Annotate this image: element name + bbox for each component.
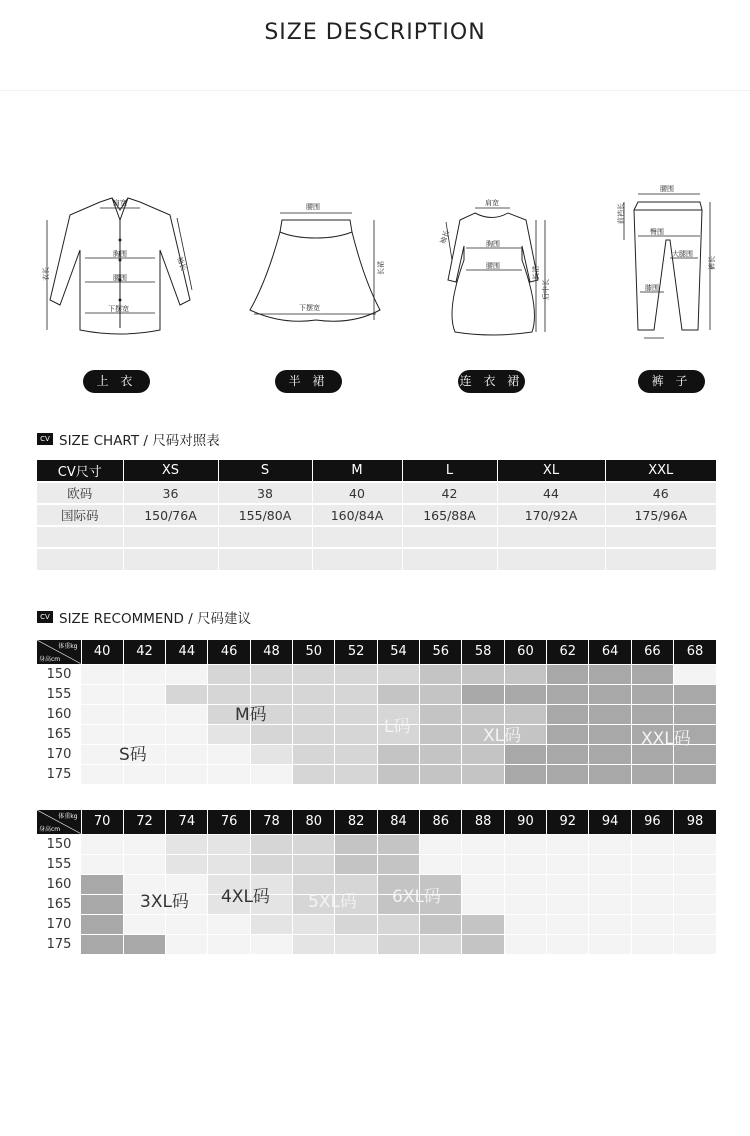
header-cell: L — [402, 460, 497, 482]
title-divider — [0, 90, 750, 91]
table-cell: 欧码 — [37, 482, 123, 504]
grid-cell — [631, 664, 673, 684]
grid-cell — [166, 764, 208, 784]
weight-cell: 46 — [208, 640, 250, 664]
dress-back-length-label: 后中长 — [542, 279, 550, 300]
size-zone-label: S码 — [119, 745, 147, 765]
grid-cell — [589, 934, 631, 954]
size-zone-label: 4XL码 — [221, 887, 270, 907]
grid-cell — [547, 764, 589, 784]
table-row — [37, 526, 716, 548]
table-cell: 46 — [605, 482, 716, 504]
table-cell: 160/84A — [312, 504, 402, 526]
grid-cell — [208, 914, 250, 934]
grid-cell — [377, 764, 419, 784]
grid-cell — [208, 834, 250, 854]
table-row — [37, 914, 716, 934]
grid-cell — [504, 834, 546, 854]
height-cell: 170 — [37, 914, 81, 934]
grid-cell — [462, 934, 504, 954]
height-axis-label: 身高cm — [39, 825, 61, 833]
grid-cell — [293, 704, 335, 724]
weight-cell: 84 — [377, 810, 419, 834]
grid-cell — [674, 934, 716, 954]
grid-cell — [589, 914, 631, 934]
size-recommend-table — [37, 810, 716, 954]
size-zone-label: 6XL码 — [392, 887, 441, 907]
header-cell: XL — [497, 460, 605, 482]
grid-cell — [335, 764, 377, 784]
table-row — [37, 874, 716, 894]
table-row — [37, 764, 716, 784]
grid-cell — [123, 914, 165, 934]
pants-hip-label: 臀围 — [650, 228, 664, 236]
dress-shoulder-label: 肩宽 — [485, 199, 499, 207]
grid-cell — [293, 764, 335, 784]
table-cell: 42 — [402, 482, 497, 504]
shirt-shoulder-label: 肩宽 — [113, 199, 127, 207]
grid-cell — [81, 934, 123, 954]
label-top: 上 衣 — [83, 370, 150, 393]
table-row — [37, 934, 716, 954]
grid-cell — [504, 684, 546, 704]
grid-cell — [589, 704, 631, 724]
height-cell: 160 — [37, 874, 81, 894]
size-chart-heading — [37, 429, 220, 449]
table-cell: 165/88A — [402, 504, 497, 526]
grid-cell — [547, 894, 589, 914]
grid-cell — [462, 894, 504, 914]
table-cell: 155/80A — [218, 504, 312, 526]
grid-cell — [504, 914, 546, 934]
grid-cell — [377, 664, 419, 684]
grid-cell — [462, 764, 504, 784]
grid-cell — [208, 934, 250, 954]
table-cell — [402, 548, 497, 570]
grid-cell — [420, 724, 462, 744]
height-cell: 175 — [37, 764, 81, 784]
grid-cell — [208, 724, 250, 744]
size-zone-label: M码 — [235, 705, 267, 725]
grid-cell — [123, 664, 165, 684]
corner-cell — [37, 810, 81, 834]
grid-cell — [589, 894, 631, 914]
grid-cell — [81, 874, 123, 894]
dress-length-label: 长裙 — [532, 266, 540, 280]
grid-cell — [81, 834, 123, 854]
grid-cell — [335, 914, 377, 934]
grid-cell — [166, 684, 208, 704]
grid-cell — [81, 684, 123, 704]
shirt-diagram — [40, 180, 200, 340]
table-cell — [218, 548, 312, 570]
grid-cell — [504, 934, 546, 954]
grid-cell — [504, 874, 546, 894]
page-title: SIZE DESCRIPTION — [264, 20, 486, 45]
grid-cell — [631, 834, 673, 854]
weight-cell: 44 — [166, 640, 208, 664]
grid-cell — [420, 664, 462, 684]
weight-cell: 48 — [250, 640, 292, 664]
grid-cell — [377, 834, 419, 854]
header-cell: XXL — [605, 460, 716, 482]
height-cell: 170 — [37, 744, 81, 764]
pants-diagram — [610, 180, 720, 350]
shirt-waist-label: 腰围 — [113, 274, 127, 282]
grid-cell — [547, 704, 589, 724]
table-row — [37, 854, 716, 874]
grid-cell — [547, 934, 589, 954]
size-zone-label: 3XL码 — [140, 892, 189, 912]
grid-cell — [293, 934, 335, 954]
grid-cell — [589, 744, 631, 764]
grid-cell — [462, 914, 504, 934]
height-cell: 155 — [37, 684, 81, 704]
grid-cell — [166, 744, 208, 764]
grid-cell — [547, 834, 589, 854]
grid-cell — [335, 704, 377, 724]
grid-cell — [293, 684, 335, 704]
grid-cell — [674, 664, 716, 684]
grid-cell — [547, 684, 589, 704]
grid-cell — [589, 834, 631, 854]
skirt-diagram — [242, 180, 392, 340]
grid-cell — [166, 834, 208, 854]
table-cell — [605, 548, 716, 570]
table-cell — [218, 526, 312, 548]
table-cell — [497, 526, 605, 548]
grid-cell — [631, 704, 673, 724]
skirt-waist-label: 腰围 — [306, 203, 320, 211]
grid-cell — [377, 684, 419, 704]
cv-badge: CV — [37, 611, 53, 623]
grid-cell — [81, 724, 123, 744]
weight-cell: 74 — [166, 810, 208, 834]
grid-cell — [123, 934, 165, 954]
grid-cell — [674, 854, 716, 874]
grid-cell — [250, 744, 292, 764]
weight-cell: 62 — [547, 640, 589, 664]
cv-badge: CV — [37, 433, 53, 445]
pants-waist-label: 腰围 — [660, 185, 674, 193]
table-cell: 150/76A — [123, 504, 218, 526]
height-cell: 165 — [37, 724, 81, 744]
grid-cell — [462, 834, 504, 854]
grid-cell — [166, 724, 208, 744]
dress-diagram — [430, 180, 570, 340]
pants-length-label: 裤长 — [708, 256, 716, 270]
pants-knee-label: 膝围 — [645, 284, 659, 292]
grid-cell — [462, 854, 504, 874]
height-axis-label: 身高cm — [39, 655, 61, 663]
height-cell: 155 — [37, 854, 81, 874]
grid-cell — [166, 914, 208, 934]
table-cell — [497, 548, 605, 570]
grid-cell — [81, 744, 123, 764]
grid-cell — [631, 684, 673, 704]
header-cell: M — [312, 460, 402, 482]
grid-cell — [293, 854, 335, 874]
grid-cell — [504, 854, 546, 874]
weight-cell: 82 — [335, 810, 377, 834]
weight-cell: 52 — [335, 640, 377, 664]
table-cell — [605, 526, 716, 548]
table-row — [37, 482, 716, 504]
header-cell: XS — [123, 460, 218, 482]
grid-cell — [504, 744, 546, 764]
label-dress: 连 衣 裙 — [458, 370, 525, 393]
corner-cell — [37, 640, 81, 664]
grid-cell — [420, 914, 462, 934]
weight-cell: 42 — [123, 640, 165, 664]
grid-cell — [547, 724, 589, 744]
weight-cell: 78 — [250, 810, 292, 834]
header-cell: S — [218, 460, 312, 482]
grid-cell — [504, 764, 546, 784]
shirt-hem-label: 下摆宽 — [108, 305, 129, 313]
table-cell: 44 — [497, 482, 605, 504]
height-cell: 160 — [37, 704, 81, 724]
grid-cell — [81, 764, 123, 784]
table-cell — [123, 548, 218, 570]
grid-cell — [250, 764, 292, 784]
grid-cell — [293, 914, 335, 934]
grid-cell — [547, 914, 589, 934]
grid-cell — [250, 934, 292, 954]
weight-cell: 72 — [123, 810, 165, 834]
weight-cell: 58 — [462, 640, 504, 664]
grid-cell — [674, 684, 716, 704]
grid-cell — [123, 684, 165, 704]
grid-cell — [250, 854, 292, 874]
weight-cell: 70 — [81, 810, 123, 834]
weight-cell: 92 — [547, 810, 589, 834]
grid-cell — [631, 854, 673, 874]
weight-header-row — [37, 640, 716, 664]
size-recommend-grid-1 — [37, 640, 716, 784]
grid-cell — [81, 894, 123, 914]
table-cell: 40 — [312, 482, 402, 504]
size-recommend-grid-2 — [37, 810, 716, 954]
weight-axis-label: 体重kg — [58, 813, 78, 820]
grid-cell — [250, 914, 292, 934]
grid-cell — [208, 854, 250, 874]
grid-cell — [335, 934, 377, 954]
grid-cell — [377, 744, 419, 764]
size-recommend-title: SIZE RECOMMEND / 尺码建议 — [59, 611, 252, 627]
table-row — [37, 894, 716, 914]
table-cell — [37, 526, 123, 548]
grid-cell — [462, 664, 504, 684]
grid-cell — [335, 664, 377, 684]
grid-cell — [589, 854, 631, 874]
shirt-sleeve-label: 袖长 — [175, 255, 188, 272]
grid-cell — [504, 894, 546, 914]
dress-sleeve-label: 袖长 — [438, 229, 452, 246]
grid-cell — [589, 664, 631, 684]
weight-cell: 64 — [589, 640, 631, 664]
grid-cell — [123, 854, 165, 874]
weight-axis-label: 体重kg — [58, 643, 78, 650]
grid-cell — [208, 664, 250, 684]
size-recommend-heading — [37, 607, 251, 627]
table-row — [37, 834, 716, 854]
weight-cell: 50 — [293, 640, 335, 664]
pants-thigh-label: 大腿围 — [672, 250, 693, 258]
grid-cell — [631, 934, 673, 954]
grid-cell — [377, 914, 419, 934]
grid-cell — [81, 704, 123, 724]
grid-cell — [293, 724, 335, 744]
grid-cell — [462, 684, 504, 704]
grid-cell — [631, 914, 673, 934]
grid-cell — [250, 664, 292, 684]
grid-cell — [250, 834, 292, 854]
height-cell: 150 — [37, 834, 81, 854]
table-cell — [312, 526, 402, 548]
shirt-chest-label: 胸围 — [113, 250, 127, 258]
grid-cell — [377, 934, 419, 954]
grid-cell — [81, 854, 123, 874]
grid-cell — [420, 684, 462, 704]
weight-cell: 90 — [504, 810, 546, 834]
grid-cell — [420, 834, 462, 854]
weight-cell: 66 — [631, 640, 673, 664]
grid-cell — [674, 894, 716, 914]
table-cell — [312, 548, 402, 570]
grid-cell — [335, 684, 377, 704]
grid-cell — [674, 764, 716, 784]
size-zone-label: 5XL码 — [308, 892, 357, 912]
size-zone-label: L码 — [384, 717, 411, 737]
weight-cell: 76 — [208, 810, 250, 834]
pants-rise-label: 前裆长 — [617, 203, 625, 224]
grid-cell — [166, 854, 208, 874]
grid-cell — [166, 664, 208, 684]
weight-cell: 60 — [504, 640, 546, 664]
size-chart-header-row — [37, 460, 716, 482]
grid-cell — [547, 854, 589, 874]
grid-cell — [674, 704, 716, 724]
size-zone-label: XL码 — [483, 726, 522, 746]
header-cell: CV尺寸 — [37, 460, 123, 482]
grid-cell — [293, 744, 335, 764]
grid-cell — [293, 834, 335, 854]
grid-cell — [293, 664, 335, 684]
grid-cell — [674, 874, 716, 894]
size-chart-table — [37, 460, 716, 570]
height-cell: 150 — [37, 664, 81, 684]
grid-cell — [674, 834, 716, 854]
grid-cell — [335, 854, 377, 874]
grid-cell — [81, 664, 123, 684]
table-row — [37, 548, 716, 570]
grid-cell — [462, 744, 504, 764]
skirt-hem-label: 下摆宽 — [299, 304, 320, 312]
weight-cell: 88 — [462, 810, 504, 834]
dress-chest-label: 胸围 — [486, 240, 500, 248]
grid-cell — [589, 684, 631, 704]
grid-cell — [589, 764, 631, 784]
weight-cell: 80 — [293, 810, 335, 834]
weight-header-row — [37, 810, 716, 834]
weight-cell: 98 — [674, 810, 716, 834]
grid-cell — [335, 834, 377, 854]
table-cell: 国际码 — [37, 504, 123, 526]
table-cell — [402, 526, 497, 548]
grid-cell — [377, 854, 419, 874]
dress-waist-label: 腰围 — [486, 262, 500, 270]
grid-cell — [547, 744, 589, 764]
table-cell: 170/92A — [497, 504, 605, 526]
weight-cell: 86 — [420, 810, 462, 834]
grid-cell — [420, 854, 462, 874]
grid-cell — [589, 724, 631, 744]
grid-cell — [81, 914, 123, 934]
grid-cell — [420, 744, 462, 764]
grid-cell — [123, 834, 165, 854]
table-cell: 38 — [218, 482, 312, 504]
grid-cell — [420, 934, 462, 954]
table-row — [37, 664, 716, 684]
grid-cell — [631, 894, 673, 914]
grid-cell — [123, 764, 165, 784]
label-skirt: 半 裙 — [275, 370, 342, 393]
grid-cell — [208, 744, 250, 764]
table-row — [37, 684, 716, 704]
grid-cell — [335, 724, 377, 744]
height-cell: 175 — [37, 934, 81, 954]
grid-cell — [462, 874, 504, 894]
grid-cell — [123, 704, 165, 724]
table-cell: 175/96A — [605, 504, 716, 526]
grid-cell — [589, 874, 631, 894]
grid-cell — [420, 764, 462, 784]
grid-cell — [631, 764, 673, 784]
grid-cell — [547, 664, 589, 684]
shirt-length-label: 衣长 — [42, 267, 50, 281]
height-cell: 165 — [37, 894, 81, 914]
weight-cell: 96 — [631, 810, 673, 834]
weight-cell: 54 — [377, 640, 419, 664]
weight-cell: 68 — [674, 640, 716, 664]
weight-cell: 56 — [420, 640, 462, 664]
grid-cell — [504, 664, 546, 684]
skirt-length-label: 长裙 — [377, 261, 385, 275]
label-pants: 裤 子 — [638, 370, 705, 393]
size-zone-label: XXL码 — [641, 729, 691, 749]
grid-cell — [674, 914, 716, 934]
grid-cell — [250, 724, 292, 744]
grid-cell — [335, 744, 377, 764]
table-row — [37, 504, 716, 526]
table-cell: 36 — [123, 482, 218, 504]
table-cell — [37, 548, 123, 570]
size-chart-title: SIZE CHART / 尺码对照表 — [59, 433, 220, 449]
grid-cell — [166, 704, 208, 724]
grid-cell — [420, 704, 462, 724]
grid-cell — [547, 874, 589, 894]
table-row — [37, 704, 716, 724]
weight-cell: 40 — [81, 640, 123, 664]
grid-cell — [631, 874, 673, 894]
weight-cell: 94 — [589, 810, 631, 834]
grid-cell — [166, 934, 208, 954]
grid-cell — [208, 764, 250, 784]
table-cell — [123, 526, 218, 548]
